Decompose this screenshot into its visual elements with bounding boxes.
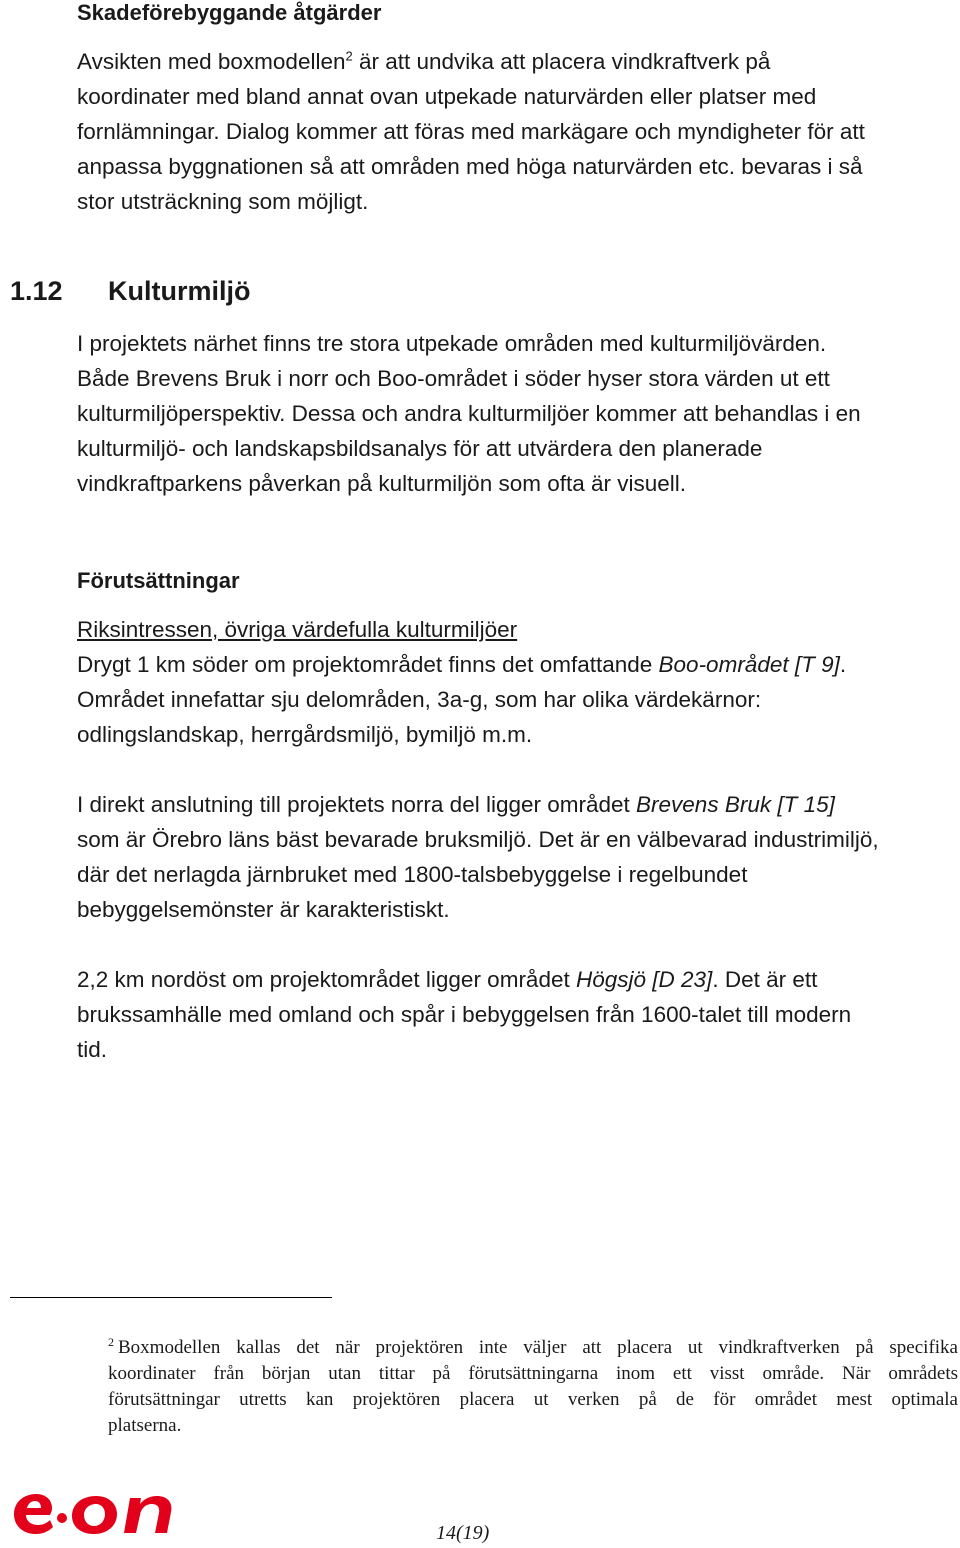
text-line: bebyggelsemönster är karakteristiskt. xyxy=(77,897,450,922)
paragraph-hogsjo xyxy=(77,962,957,1067)
text-line xyxy=(77,962,957,997)
footnote xyxy=(108,1335,958,1439)
heading-forutsattningar: Förutsättningar xyxy=(77,568,240,593)
text-run: Boxmodellen kallas det när projektören inte väljer att placera ut vindkraftverken på specifika xyxy=(118,1337,958,1358)
text-line xyxy=(77,44,957,79)
text-run: 2,2 km nordöst om projektområdet ligger området xyxy=(77,967,576,992)
text-line: där det nerlagda järnbruket med 1800-talsbebyggelse i regelbundet xyxy=(77,862,748,887)
text-line: I projektets närhet finns tre stora utpekade områden med kulturmiljövärden. xyxy=(77,331,827,356)
text-line: odlingslandskap, herrgårdsmiljö, bymiljö m.m. xyxy=(77,722,533,747)
page-number: 14(19) xyxy=(436,1522,490,1544)
footnote-line: förutsättningar utretts kan projektören placera ut verken på de för området mest optimala xyxy=(108,1389,958,1410)
section-title: Kulturmiljö xyxy=(108,276,251,306)
footnote-reference[interactable]: 2 xyxy=(345,48,353,64)
text-line xyxy=(77,647,957,682)
text-line: brukssamhälle med omland och spår i bebyggelsen från 1600-talet till modern xyxy=(77,1002,852,1027)
footnote-separator xyxy=(10,1297,332,1298)
text-line: koordinater med bland annat ovan utpekade naturvärden eller platser med xyxy=(77,84,817,109)
area-reference: Högsjö [D 23] xyxy=(575,967,713,992)
text-run: I direkt anslutning till projektets norra del ligger området xyxy=(77,792,637,817)
text-run: Avsikten med boxmodellen xyxy=(77,49,346,74)
text-run: Drygt 1 km söder om projektområdet finns det omfattande xyxy=(77,652,659,677)
text-line: stor utsträckning som möjligt. xyxy=(77,189,369,214)
text-line: som är Örebro läns bäst bevarade bruksmiljö. Det är en välbevarad industrimiljö, xyxy=(77,827,879,852)
heading-skadeforebyggande: Skadeförebyggande åtgärder xyxy=(77,0,382,25)
text-line: fornlämningar. Dialog kommer att föras med markägare och myndigheter för att xyxy=(77,119,865,144)
eon-logo-icon xyxy=(4,1480,184,1540)
paragraph-riksintressen xyxy=(77,612,957,752)
paragraph-boxmodellen xyxy=(77,44,957,219)
area-reference: Boo-området [T 9] xyxy=(658,652,840,677)
footnote-line: platserna. xyxy=(108,1415,182,1436)
area-reference: Brevens Bruk [T 15] xyxy=(636,792,835,817)
footnote-line: koordinater från början utan tittar på förutsättningarna inom ett visst område. När områdets xyxy=(108,1363,958,1384)
text-line: kulturmiljöperspektiv. Dessa och andra kulturmiljöer kommer att behandlas i en xyxy=(77,401,861,426)
paragraph-kulturmiljo xyxy=(77,326,957,501)
footnote-marker: 2 xyxy=(108,1334,114,1349)
text-line: vindkraftparkens påverkan på kulturmiljön som ofta är visuell. xyxy=(77,471,687,496)
text-line: tid. xyxy=(77,1037,108,1062)
section-number: 1.12 xyxy=(10,276,63,306)
text-line: anpassa byggnationen så att områden med höga naturvärden etc. bevaras i så xyxy=(77,154,863,179)
text-run: är att undvika att placera vindkraftverk på xyxy=(352,49,771,74)
text-run: . Det är ett xyxy=(712,967,818,992)
text-line: Området innefattar sju delområden, 3a-g, som har olika värdekärnor: xyxy=(77,687,762,712)
text-line xyxy=(77,787,957,822)
footnote-line xyxy=(108,1335,958,1361)
paragraph-brevens-bruk xyxy=(77,787,957,927)
subheading-riksintressen: Riksintressen, övriga värdefulla kulturmiljöer xyxy=(77,617,518,642)
text-line: Både Brevens Bruk i norr och Boo-området i söder hyser stora värden ut ett xyxy=(77,366,830,391)
text-line: kulturmiljö- och landskapsbildsanalys för att utvärdera den planerade xyxy=(77,436,763,461)
text-run: . xyxy=(839,652,847,677)
